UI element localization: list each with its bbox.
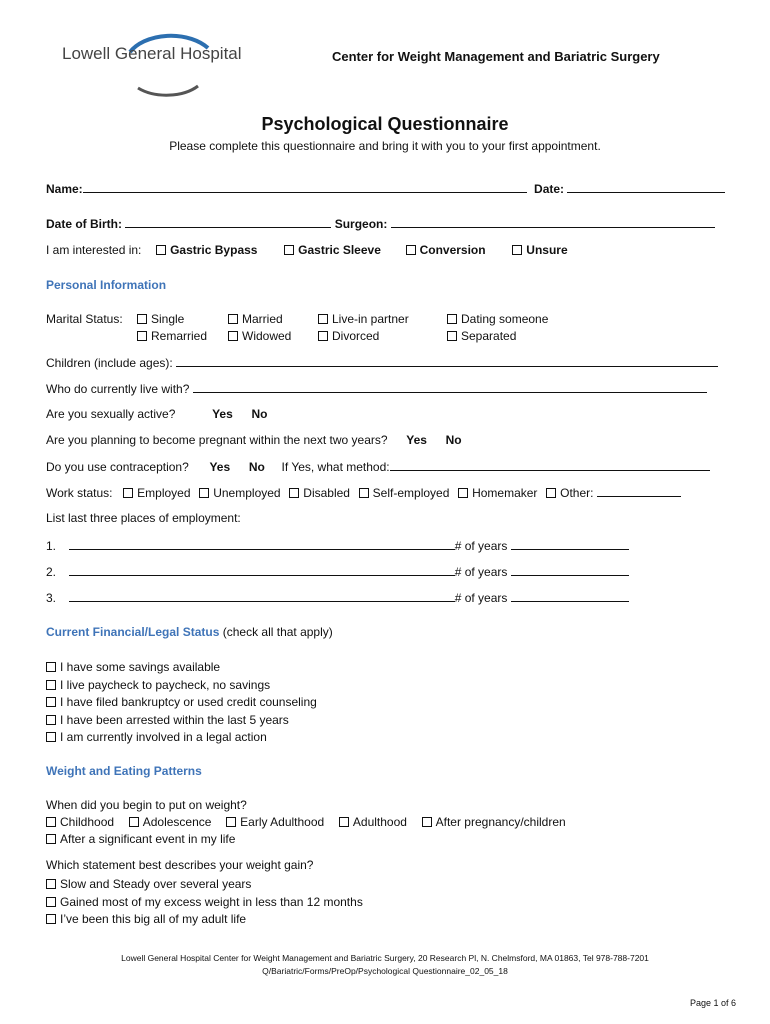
option-label: Self-employed bbox=[372, 486, 450, 500]
option-label: I’ve been this big all of my adult life bbox=[60, 912, 247, 926]
weight-q2: Which statement best describes your weight gain? bbox=[46, 858, 314, 872]
list-item bbox=[46, 894, 363, 912]
checkbox[interactable] bbox=[46, 662, 56, 672]
live-in-checkbox[interactable] bbox=[318, 314, 328, 324]
years-label: # of years bbox=[454, 539, 508, 553]
item-label: I have been arrested within the last 5 years bbox=[60, 712, 289, 727]
significant-event-checkbox[interactable] bbox=[46, 834, 56, 844]
dob-label: Date of Birth: bbox=[46, 217, 122, 231]
list-item bbox=[46, 876, 363, 894]
item-label: I live paycheck to paycheck, no savings bbox=[60, 677, 271, 692]
employer-field[interactable] bbox=[69, 537, 455, 550]
option-label: Disabled bbox=[303, 486, 350, 500]
employer-field[interactable] bbox=[69, 589, 455, 602]
checkbox[interactable] bbox=[46, 897, 56, 907]
unemployed-checkbox[interactable] bbox=[199, 488, 209, 498]
financial-note: (check all that apply) bbox=[222, 625, 333, 639]
yes-option[interactable]: Yes bbox=[212, 407, 233, 421]
self-employed-checkbox[interactable] bbox=[359, 488, 369, 498]
list-item bbox=[46, 729, 317, 747]
name-label: Name: bbox=[46, 182, 83, 196]
live-with-field[interactable] bbox=[193, 380, 707, 393]
option-label: After a significant event in my life bbox=[60, 832, 236, 846]
no-option[interactable]: No bbox=[251, 407, 268, 421]
remarried-checkbox[interactable] bbox=[137, 331, 147, 341]
employment-row bbox=[46, 563, 629, 579]
footer-path: Q/Bariatric/Forms/PreOp/Psychological Questionnaire_02_05_18 bbox=[262, 966, 508, 976]
list-item bbox=[46, 677, 317, 695]
logo-text: Lowell General Hospital bbox=[62, 44, 242, 63]
item-label: I have filed bankruptcy or used credit counseling bbox=[60, 695, 317, 709]
option-label: Widowed bbox=[242, 329, 292, 343]
work-label: Work status: bbox=[46, 486, 113, 500]
surgeon-field[interactable] bbox=[391, 215, 715, 228]
financial-list bbox=[46, 659, 317, 747]
option-label: Childhood bbox=[60, 815, 115, 829]
footer-address: Lowell General Hospital Center for Weight Management and Bariatric Surgery, 20 Research Pl, N. Chelmsford, MA 01863, Tel 978-788-7201 bbox=[121, 953, 649, 963]
item-label: I have some savings available bbox=[60, 660, 221, 674]
row-number: 2. bbox=[46, 565, 57, 579]
years-field[interactable] bbox=[511, 563, 629, 576]
live-with-label: Who do currently live with? bbox=[46, 382, 190, 396]
name-row bbox=[46, 180, 725, 196]
dob-field[interactable] bbox=[125, 215, 331, 228]
option-label: Gastric Bypass bbox=[170, 243, 258, 257]
children-field[interactable] bbox=[176, 354, 718, 367]
page-subtitle: Please complete this questionnaire and bring it with you to your first appointment. bbox=[169, 139, 601, 153]
checkbox[interactable] bbox=[46, 715, 56, 725]
option-label: Live-in partner bbox=[332, 312, 409, 326]
center-title: Center for Weight Management and Bariatric Surgery bbox=[332, 49, 660, 64]
checkbox[interactable] bbox=[46, 697, 56, 707]
page-title: Psychological Questionnaire bbox=[261, 114, 509, 134]
option-label: Dating someone bbox=[461, 312, 549, 326]
dob-row bbox=[46, 215, 715, 231]
unsure-checkbox[interactable] bbox=[512, 245, 522, 255]
adolescence-checkbox[interactable] bbox=[129, 817, 139, 827]
yes-option[interactable]: Yes bbox=[209, 460, 231, 474]
employer-field[interactable] bbox=[69, 563, 455, 576]
surgeon-label: Surgeon: bbox=[334, 217, 388, 231]
method-label: If Yes, what method: bbox=[281, 460, 390, 474]
childhood-checkbox[interactable] bbox=[46, 817, 56, 827]
option-label: Divorced bbox=[332, 329, 380, 343]
homemaker-checkbox[interactable] bbox=[458, 488, 468, 498]
option-label: Married bbox=[242, 312, 283, 326]
checkbox[interactable] bbox=[46, 914, 56, 924]
row-number: 3. bbox=[46, 591, 57, 605]
other-checkbox[interactable] bbox=[546, 488, 556, 498]
divorced-checkbox[interactable] bbox=[318, 331, 328, 341]
single-checkbox[interactable] bbox=[137, 314, 147, 324]
interest-row bbox=[46, 242, 568, 258]
marital-label: Marital Status: bbox=[46, 312, 123, 326]
list-item bbox=[46, 911, 363, 929]
option-label: Other: bbox=[560, 486, 594, 500]
yes-option[interactable]: Yes bbox=[406, 433, 427, 447]
option-label: Adulthood bbox=[352, 815, 407, 829]
weight-q1-options bbox=[46, 815, 566, 829]
date-field[interactable] bbox=[567, 180, 725, 193]
employment-label: List last three places of employment: bbox=[46, 511, 241, 525]
option-label: Separated bbox=[461, 329, 517, 343]
option-label: After pregnancy/children bbox=[435, 815, 566, 829]
option-label: Homemaker bbox=[472, 486, 538, 500]
interest-label: I am interested in: bbox=[46, 243, 142, 257]
gastric-sleeve-checkbox[interactable] bbox=[284, 245, 294, 255]
option-label: Gastric Sleeve bbox=[298, 243, 381, 257]
option-label: Unsure bbox=[526, 243, 568, 257]
employed-checkbox[interactable] bbox=[123, 488, 133, 498]
method-field[interactable] bbox=[390, 458, 710, 471]
option-label: Employed bbox=[137, 486, 191, 500]
contraception-row bbox=[46, 458, 710, 474]
disabled-checkbox[interactable] bbox=[289, 488, 299, 498]
children-label: Children (include ages): bbox=[46, 356, 173, 370]
sexually-active-row bbox=[46, 406, 267, 422]
row-number: 1. bbox=[46, 539, 57, 553]
item-label: I am currently involved in a legal action bbox=[60, 730, 267, 744]
name-field[interactable] bbox=[83, 180, 527, 193]
employment-row bbox=[46, 537, 629, 553]
married-checkbox[interactable] bbox=[228, 314, 238, 324]
checkbox[interactable] bbox=[46, 879, 56, 889]
adulthood-checkbox[interactable] bbox=[339, 817, 349, 827]
list-item bbox=[46, 659, 317, 677]
list-item bbox=[46, 712, 317, 730]
option-label: Single bbox=[151, 312, 185, 326]
dating-checkbox[interactable] bbox=[447, 314, 457, 324]
contraception-label: Do you use contraception? bbox=[46, 460, 189, 474]
checkbox[interactable] bbox=[46, 680, 56, 690]
no-option[interactable]: No bbox=[445, 433, 462, 447]
gastric-bypass-checkbox[interactable] bbox=[156, 245, 166, 255]
separated-checkbox[interactable] bbox=[447, 331, 457, 341]
live-with-row bbox=[46, 380, 707, 396]
financial-heading: Current Financial/Legal Status bbox=[46, 625, 220, 639]
years-label: # of years bbox=[454, 565, 508, 579]
children-row bbox=[46, 354, 718, 370]
option-label: Remarried bbox=[151, 329, 208, 343]
logo bbox=[58, 18, 263, 98]
pregnant-label: Are you planning to become pregnant within the next two years? bbox=[46, 433, 388, 447]
widowed-checkbox[interactable] bbox=[228, 331, 238, 341]
date-label: Date: bbox=[534, 182, 565, 196]
weight-q2-options bbox=[46, 876, 363, 929]
employment-row bbox=[46, 589, 629, 605]
sexually-active-label: Are you sexually active? bbox=[46, 407, 176, 421]
years-field[interactable] bbox=[511, 589, 629, 602]
pregnant-row bbox=[46, 432, 462, 448]
conversion-checkbox[interactable] bbox=[406, 245, 416, 255]
option-label: Conversion bbox=[419, 243, 486, 257]
option-label: Unemployed bbox=[213, 486, 281, 500]
option-label: Early Adulthood bbox=[240, 815, 325, 829]
early-adulthood-checkbox[interactable] bbox=[226, 817, 236, 827]
years-label: # of years bbox=[454, 591, 508, 605]
no-option[interactable]: No bbox=[248, 460, 265, 474]
other-field[interactable] bbox=[597, 484, 681, 497]
personal-heading: Personal Information bbox=[46, 278, 167, 292]
option-label: Adolescence bbox=[142, 815, 212, 829]
list-item bbox=[46, 694, 317, 712]
checkbox[interactable] bbox=[46, 732, 56, 742]
work-row bbox=[46, 484, 681, 500]
option-label: Gained most of my excess weight in less than 12 months bbox=[60, 894, 363, 909]
option-label: Slow and Steady over several years bbox=[60, 877, 252, 891]
after-pregnancy-checkbox[interactable] bbox=[422, 817, 432, 827]
page-number: Page 1 of 6 bbox=[690, 998, 737, 1008]
years-field[interactable] bbox=[511, 537, 629, 550]
weight-heading: Weight and Eating Patterns bbox=[46, 764, 202, 778]
weight-q1: When did you begin to put on weight? bbox=[46, 798, 247, 812]
financial-heading-row bbox=[46, 625, 333, 639]
